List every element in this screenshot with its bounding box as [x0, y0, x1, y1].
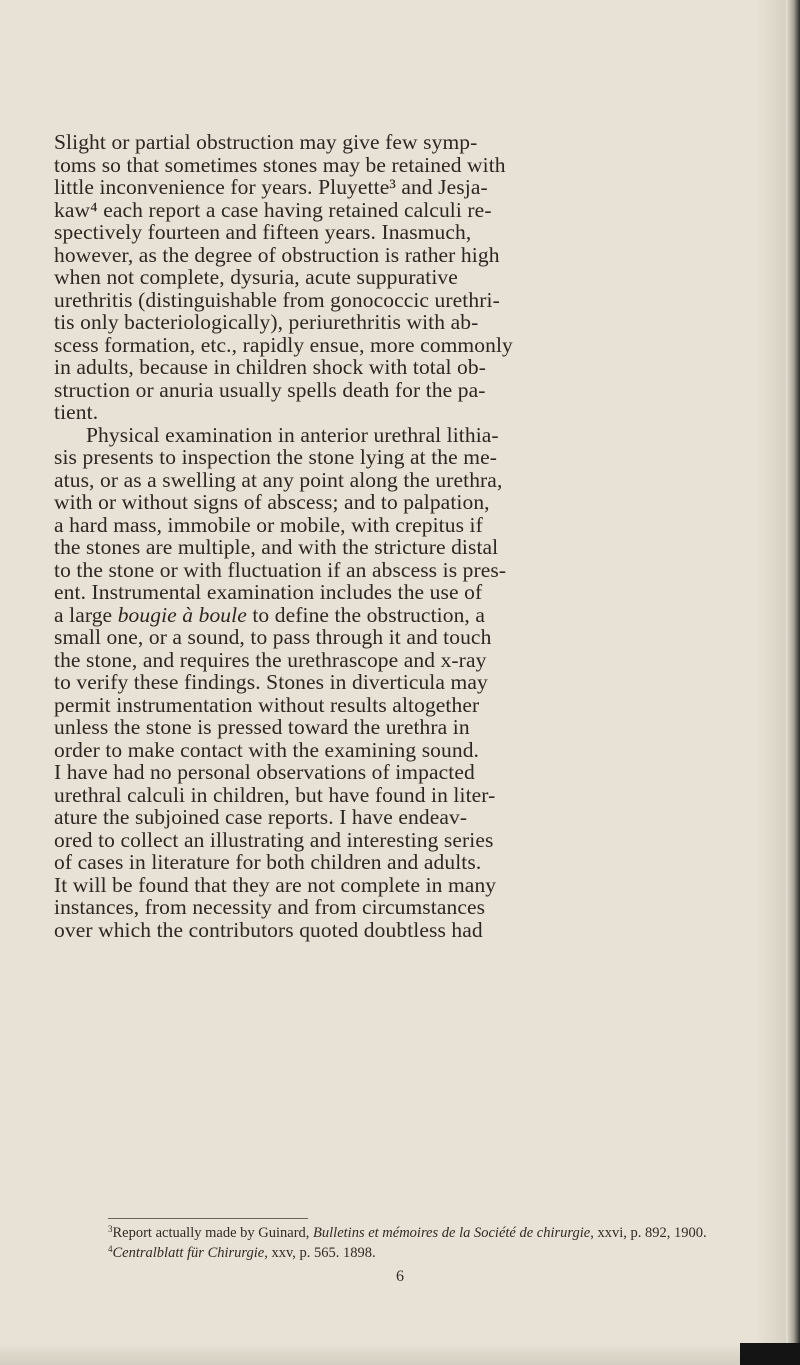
- paragraph-2-italic: bougie à boule: [117, 602, 247, 627]
- footnote-4-italic: Centralblatt für Chirurgie: [112, 1245, 265, 1261]
- footnote-3-text-after: , xxvi, p. 892, 1900.: [590, 1225, 707, 1241]
- paragraph-2-part-1: Physical examination in anterior urethral lithia- sis presents to inspection the stone lying at the me- atus, or as a swelling at any point along the urethra, with or without signs of abscess; and to palpation, a hard mass, immobile or mobile, with crepitus if the stones are multiple, and with the stricture distal to the stone or with fluctuation if an abscess is pres- ent. Instrumental examination includes the use of a large: [54, 422, 507, 627]
- paragraph-1: Slight or partial obstruction may give few symp- toms so that sometimes stones may be retained with little inconvenience for years. Pluyette³ and Jesja- kaw⁴ each report a case having retained calculi re- spectively fourteen and fifteen years. Inasmuch, however, as the degree of obstruction is rather high when not complete, dysuria, acute suppurative urethritis (distinguishable from gonococcic urethri- tis only bacteriologically), periurethritis with ab- scess formation, etc., rapidly ensue, more commonly in adults, because in children shock with total ob- struction or anuria usually spells death for the pa- tient.: [54, 130, 513, 424]
- scan-edge-shadow: [786, 0, 800, 1365]
- footnote-4-marker: 4: [108, 1244, 113, 1254]
- paragraph-2-part-2: to define the obstruction, a small one, or a sound, to pass through it and touch the stone, and requires the urethrascope and x-ray to verify these findings. Stones in diverticula may permit instrumentation without results altogether unless the stone is pressed toward the urethra in order to make contact with the examining sound.: [54, 602, 492, 762]
- scan-bottom-fade: [0, 1343, 800, 1365]
- page-number: 6: [396, 1268, 404, 1285]
- footnote-3-marker: 3: [108, 1224, 113, 1234]
- body-text: [54, 131, 749, 941]
- footnote-4: [108, 1241, 748, 1261]
- scan-edge-shade: [756, 0, 786, 1365]
- footnotes: [108, 1221, 748, 1261]
- footnote-3-italic: Bulletins et mémoires de la Société de chirurgie: [313, 1225, 591, 1241]
- footnote-3-text: Report actually made by Guinard,: [112, 1225, 314, 1241]
- footnote-4-text-after: , xxv, p. 565. 1898.: [264, 1245, 376, 1261]
- footnote-divider: [108, 1218, 308, 1219]
- paragraph-3: I have had no personal observations of impacted urethral calculi in children, but have found in liter- ature the subjoined case reports. I have endeav- ored to collect an illustrating and interesting series of cases in literature for both children and adults. It will be found that they are not complete in many instances, from necessity and from circumstances over which the contributors quoted doubtless had: [54, 760, 497, 942]
- paragraph-2: [54, 424, 749, 762]
- footnote-3: [108, 1221, 748, 1241]
- scan-corner-block: [740, 1343, 800, 1365]
